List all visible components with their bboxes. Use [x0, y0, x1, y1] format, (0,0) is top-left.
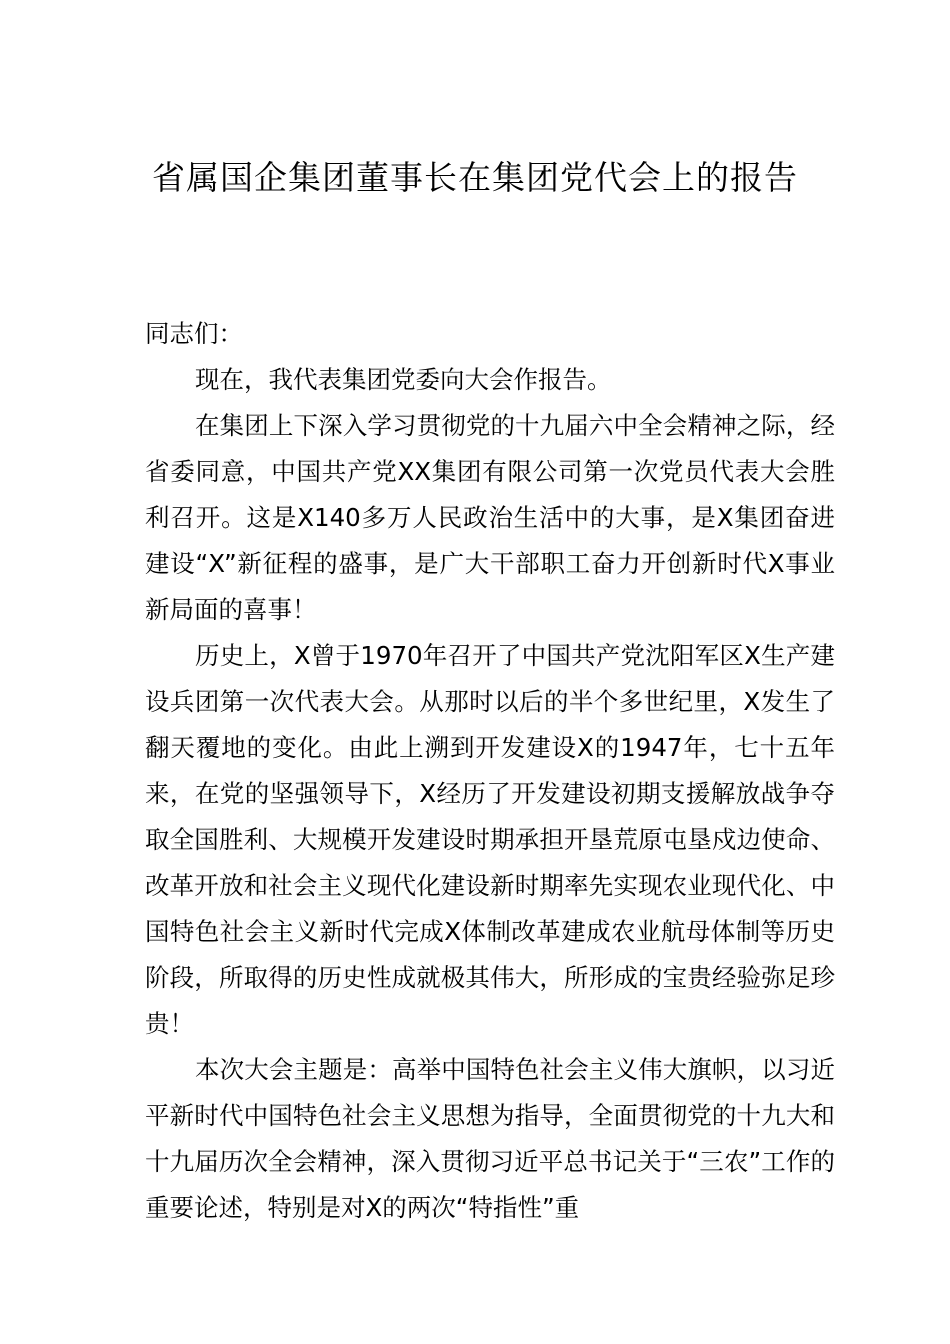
paragraph-1: 现在，我代表集团党委向大会作报告。: [195, 365, 612, 394]
document-body: [145, 311, 835, 1231]
document-title: 省属国企集团董事长在集团党代会上的报告: [152, 158, 798, 197]
paragraph-2: 在集团上下深入学习贯彻党的十九届六中全会精神之际，经省委同意，中国共产党XX集团有限公司第一次党员代表大会胜利召开。这是X140多万人民政治生活中的大事，是X集团奋进建设“X”新征程的盛事，是广大干部职工奋力开创新时代X事业新局面的喜事！: [145, 411, 835, 624]
paragraph-4: 本次大会主题是：高举中国特色社会主义伟大旗帜，以习近平新时代中国特色社会主义思想为指导，全面贯彻党的十九大和十九届历次全会精神，深入贯彻习近平总书记关于“三农”工作的重要论述，特别是对X的两次“特指性”重: [145, 1055, 835, 1222]
paragraph-3: 历史上，X曾于1970年召开了中国共产党沈阳军区X生产建设兵团第一次代表大会。从那时以后的半个多世纪里，X发生了翻天覆地的变化。由此上溯到开发建设X的1947年，七十五年来，在党的坚强领导下，X经历了开发建设初期支援解放战争夺取全国胜利、大规模开发建设时期承担开垦荒原屯垦戍边使命、改革开放和社会主义现代化建设新时期率先实现农业现代化、中国特色社会主义新时代完成X体制改革建成农业航母体制等历史阶段，所取得的历史性成就极其伟大，所形成的宝贵经验弥足珍贵！: [145, 641, 835, 1038]
salutation: 同志们：: [145, 319, 243, 348]
